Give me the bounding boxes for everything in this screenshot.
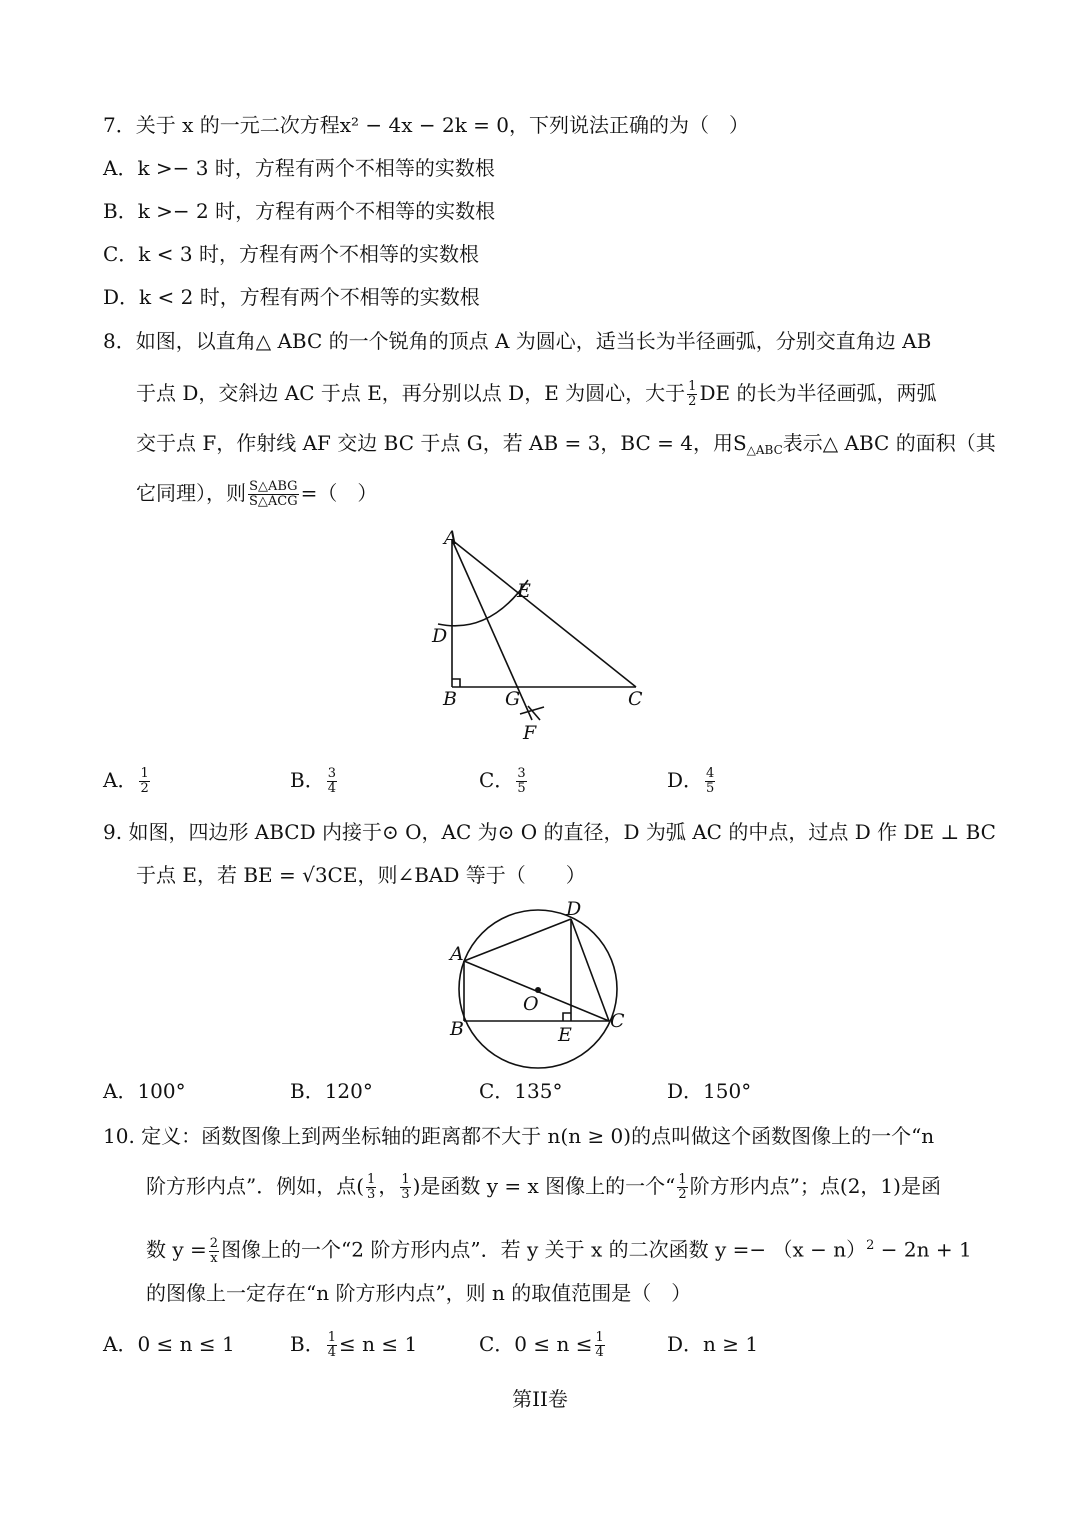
segment-ac [452, 540, 636, 687]
frac-num: 1 [140, 766, 149, 781]
q10-line4: 的图像上一定存在“n 阶方形内点”，则 n 的取值范围是（ ） [146, 1281, 692, 1305]
label-f: F [523, 722, 537, 744]
q8-line2-text: 于点 D，交斜边 AC 于点 E，再分别以点 D，E 为圆心，大于 [136, 381, 686, 405]
q10-third-fraction-1 [366, 1173, 376, 1202]
q8-triangle-figure [420, 520, 670, 750]
label-a: A [450, 943, 464, 965]
q9-circle-figure [440, 893, 640, 1078]
right-angle-mark-b [452, 679, 460, 687]
option-letter: B． [290, 768, 325, 792]
frac-den: 4 [595, 1345, 604, 1360]
q10-line2-text: 阶方形内点”．例如，点( [146, 1174, 365, 1198]
q7-option-c: C．k < 3 时，方程有两个不相等的实数根 [103, 242, 479, 266]
frac-den: 4 [327, 1345, 336, 1360]
label-e: E [558, 1024, 572, 1046]
q8-line4 [136, 480, 377, 509]
q8-half-fraction [687, 380, 697, 409]
q10-option-b [290, 1331, 417, 1360]
frac-num: 1 [678, 1172, 687, 1187]
label-b: B [443, 688, 457, 710]
q8-option-b [290, 767, 339, 796]
option-fraction [327, 767, 337, 796]
frac-den: 3 [401, 1187, 410, 1202]
q9-option-a: A．100° [103, 1079, 186, 1103]
q10-square-exponent: 2 [866, 1238, 875, 1253]
label-b: B [450, 1018, 464, 1040]
q10-option-a: A．0 ≤ n ≤ 1 [103, 1332, 235, 1356]
q8-line4-text: 它同理），则 [136, 481, 246, 505]
frac-den: 3 [367, 1187, 376, 1202]
segment-ad [464, 919, 571, 961]
option-fraction [595, 1331, 605, 1360]
frac-num: 1 [688, 379, 697, 394]
option-letter: A． [103, 768, 138, 792]
q9-option-d: D．150° [667, 1079, 752, 1103]
frac-num: 3 [327, 766, 336, 781]
label-c: C [610, 1010, 625, 1032]
option-fraction [327, 1331, 337, 1360]
q8-line2 [136, 380, 936, 409]
section-title: 第II卷 [512, 1387, 568, 1411]
q8-ratio-fraction [248, 480, 299, 509]
frac-num: S△ABG [249, 479, 298, 494]
frac-den: S△ACG [249, 494, 298, 509]
label-d: D [432, 625, 448, 647]
q10-line3-text: 数 y = [146, 1237, 207, 1262]
frac-num: 1 [401, 1172, 410, 1187]
q8-line3 [136, 430, 996, 463]
frac-den: 2 [678, 1187, 687, 1202]
frac-num: 2 [209, 1235, 219, 1251]
q10-line1: 10. 定义：函数图像上到两坐标轴的距离都不大于 n(n ≥ 0)的点叫做这个函数图像上的一个“n [103, 1124, 935, 1148]
option-fraction [705, 767, 715, 796]
label-c: C [628, 688, 643, 710]
q8-line1: 8．如图，以直角△ ABC 的一个锐角的顶点 A 为圆心，适当长为半径画弧，分别交直角边 AB [103, 329, 932, 353]
q8-area-subscript: △ABC [746, 443, 783, 457]
q10-option-c [479, 1331, 607, 1360]
q10-half-fraction [677, 1173, 687, 1202]
right-angle-mark-e [563, 1013, 571, 1021]
frac-num: 1 [327, 1330, 336, 1345]
q9-line2: 于点 E，若 BE = √3CE，则∠BAD 等于（ ） [136, 863, 586, 887]
q7-stem-tail: ，下列说法正确的为（ ） [509, 113, 750, 137]
q10-line2-mid: )是函数 y = x 图像上的一个“ [412, 1174, 676, 1198]
q10-line3-mid: 图像上的一个“2 阶方形内点”．若 y 关于 x 的二次函数 y =− （x − n） [221, 1237, 867, 1262]
label-a: A [444, 527, 458, 549]
q9-option-b: B．120° [290, 1079, 373, 1103]
option-fraction [516, 767, 526, 796]
q8-area-symbol: S [732, 431, 747, 455]
q8-option-c [479, 767, 529, 796]
frac-num: 1 [367, 1172, 376, 1187]
q8-line3-tail: 表示△ ABC 的面积（其 [782, 431, 996, 455]
q10-option-d: D．n ≥ 1 [667, 1332, 759, 1356]
frac-den: 2 [140, 781, 149, 796]
label-d: D [566, 898, 582, 920]
q8-line3-text: 交于点 F，作射线 AF 交边 BC 于点 G，若 AB = 3，BC = 4，用 [136, 431, 733, 455]
frac-den: x [210, 1250, 218, 1266]
segment-dc [571, 919, 609, 1021]
frac-den: 2 [688, 394, 697, 409]
option-letter: B． [290, 1332, 325, 1356]
option-fraction [139, 767, 149, 796]
option-letter: D． [667, 768, 704, 792]
q10-line2-tail: 阶方形内点”；点(2，1)是函 [689, 1174, 941, 1198]
q10-third-fraction-2 [400, 1173, 410, 1202]
frac-den: 5 [517, 781, 526, 796]
frac-den: 4 [327, 781, 336, 796]
q7-equation: x² − 4x − 2k = 0 [339, 113, 510, 137]
q10-inverse-fraction [209, 1237, 219, 1266]
frac-num: 3 [517, 766, 526, 781]
q9-option-c: C．135° [479, 1079, 563, 1103]
label-e: E [517, 580, 531, 602]
q10-line2 [146, 1173, 941, 1202]
q8-option-a [103, 767, 152, 796]
option-text: C．0 ≤ n ≤ [479, 1332, 593, 1356]
option-rest: ≤ n ≤ 1 [338, 1332, 418, 1356]
q7-stem-text: 7．关于 x 的一元二次方程 [103, 113, 340, 137]
q8-option-d [667, 767, 717, 796]
q10-line3-tail: − 2n + 1 [874, 1237, 972, 1262]
q10-separator: ， [378, 1174, 399, 1198]
frac-num: 4 [706, 766, 715, 781]
frac-den: 5 [706, 781, 715, 796]
frac-num: 1 [595, 1330, 604, 1345]
q10-line3 [146, 1233, 972, 1266]
q7-option-b: B．k >− 2 时，方程有两个不相等的实数根 [103, 199, 496, 223]
q7-option-d: D．k < 2 时，方程有两个不相等的实数根 [103, 285, 480, 309]
label-g: G [505, 688, 521, 710]
q7-option-a: A．k >− 3 时，方程有两个不相等的实数根 [103, 156, 495, 180]
q7-stem [103, 112, 749, 138]
label-o: O [523, 993, 539, 1015]
q8-line2-tail: DE 的长为半径画弧，两弧 [699, 381, 937, 405]
q9-line1: 9. 如图，四边形 ABCD 内接于⊙ O，AC 为⊙ O 的直径，D 为弧 AC 的中点，过点 D 作 DE ⊥ BC [103, 820, 996, 844]
q8-line4-tail: =（ ） [300, 481, 378, 505]
option-letter: C． [479, 768, 515, 792]
